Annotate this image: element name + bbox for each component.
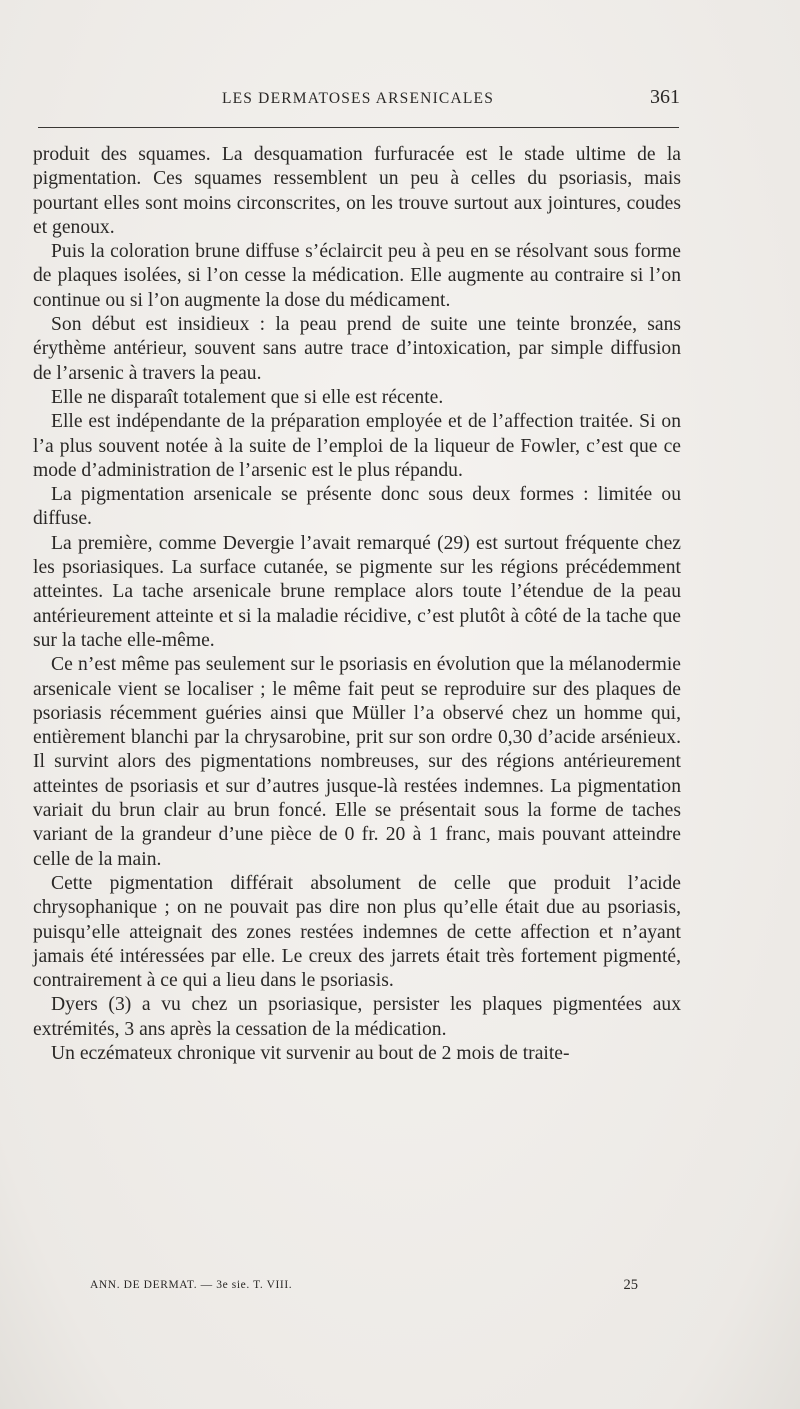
running-header [36, 88, 680, 112]
paragraph: Ce n’est même pas seulement sur le psoriasis en évolution que la mélanodermie arsenicale vient se localiser ; le même fait peut se reproduire sur des plaques de psoriasis récemment guéries ainsi que Müller l’a observé chez un homme qui, entièrement blanchi par la chrysarobine, prit sur son ordre 0,30 d’acide arsénieux. Il survint alors des pigmentations nombreuses, sur des régions antérieurement atteintes de psoriasis et sur d’autres jusque-là restées indemnes. La pigmentation variait du brun clair au brun foncé. Elle se présentait sous la forme de taches variant de la grandeur d’une pièce de 0 fr. 20 à 1 franc, mais pouvant atteindre celle de la main. [33, 654, 681, 870]
paragraph: Puis la coloration brune diffuse s’éclaircit peu à peu en se résolvant sous forme de plaques isolées, si l’on cesse la médication. Elle augmente au contraire si l’on continue ou si l’on augmente la dose du médicament. [33, 241, 681, 311]
page-number: 361 [650, 86, 680, 108]
paragraph: Dyers (3) a vu chez un psoriasique, persister les plaques pigmentées aux extrémités, 3 ans après la cessation de la médication. [33, 994, 681, 1040]
paragraph: Un eczémateux chronique vit survenir au bout de 2 mois de traite- [51, 1042, 570, 1064]
header-rule [38, 127, 679, 128]
journal-reference: ANN. DE DERMAT. — 3e sie. T. VIII. [90, 1279, 293, 1291]
paragraph: Cette pigmentation différait absolument de celle que produit l’acide chrysophanique ; on ne pouvait pas dire non plus qu’elle était due au psoriasis, puisqu’elle atteignait des zones restées indemnes de cette affection et n’ayant jamais été intéressées par elle. Le creux des jarrets était très fortement pigmenté, contrairement à ce qui a lieu dans le psoriasis. [33, 872, 681, 992]
page-footer [90, 1279, 638, 1299]
signature-mark: 25 [623, 1277, 638, 1293]
paragraph: Elle ne disparaît totalement que si elle est récente. [51, 386, 444, 408]
paragraph: La pigmentation arsenicale se présente donc sous deux formes : limitée ou diffuse. [33, 484, 681, 530]
paragraph: produit des squames. La desquamation furfuracée est le stade ultime de la pigmentation. Ces squames ressemblent un peu à celles du psoriasis, mais pourtant elles sont moins circonscrites, on les trouve surtout aux jointures, coudes et genoux. [33, 144, 681, 238]
body-text [33, 143, 681, 1066]
paragraph: La première, comme Devergie l’avait remarqué (29) est surtout fréquente chez les psoriasiques. La surface cutanée, se pigmente sur les régions précédemment atteintes. La tache arsenicale brune remplace alors toute l’étendue de la peau antérieurement atteinte et si la maladie récidive, c’est plutôt à côté de la tache que sur la tache elle-même. [33, 532, 681, 651]
paragraph: Elle est indépendante de la préparation employée et de l’affection traitée. Si on l’a plus souvent notée à la suite de l’emploi de la liqueur de Fowler, c’est que ce mode d’administration de l’arsenic est le plus répandu. [33, 411, 681, 481]
paragraph: Son début est insidieux : la peau prend de suite une teinte bronzée, sans érythème antérieur, souvent sans autre trace d’intoxication, par simple diffusion de l’arsenic à travers la peau. [33, 314, 681, 384]
running-title: LES DERMATOSES ARSENICALES [221, 90, 495, 107]
